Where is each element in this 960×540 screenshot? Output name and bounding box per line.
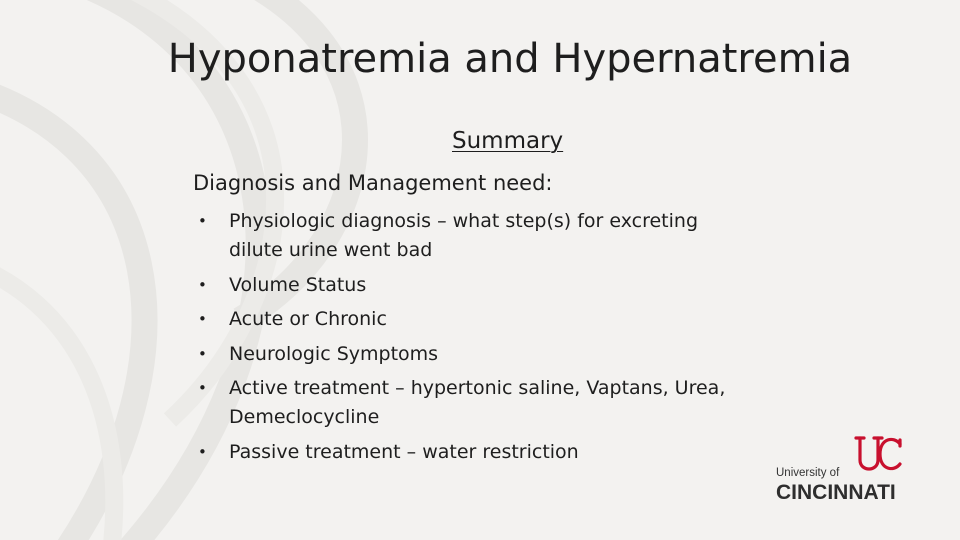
bullet-text: Acute or Chronic bbox=[229, 308, 387, 330]
list-item bbox=[193, 374, 749, 431]
slide-title: Hyponatremia and Hypernatremia bbox=[167, 36, 853, 82]
bullet-text: Volume Status bbox=[229, 274, 367, 296]
bullet-text: Neurologic Symptoms bbox=[229, 343, 439, 365]
list-item bbox=[193, 438, 749, 467]
bullet-text: Active treatment – hypertonic saline, Vaptans, Urea, Demeclocycline bbox=[229, 377, 726, 428]
bullet-icon: • bbox=[198, 212, 207, 230]
logo-university-of: University of bbox=[776, 467, 840, 479]
slide-subtitle: Summary bbox=[452, 128, 564, 154]
uc-mark-icon bbox=[854, 434, 904, 478]
bullet-text: Passive treatment – water restriction bbox=[229, 441, 579, 463]
intro-text: Diagnosis and Management need: bbox=[193, 171, 553, 195]
logo-cincinnati: CINCINNATI bbox=[776, 481, 896, 504]
bullet-icon: • bbox=[198, 310, 207, 328]
bullet-icon: • bbox=[198, 345, 207, 363]
bullet-icon: • bbox=[198, 276, 207, 294]
university-logo bbox=[770, 430, 930, 510]
list-item bbox=[193, 271, 749, 300]
list-item bbox=[193, 340, 749, 369]
bullet-icon: • bbox=[198, 379, 207, 397]
bullet-text: Physiologic diagnosis – what step(s) for excreting dilute urine went bad bbox=[229, 210, 699, 261]
list-item bbox=[193, 305, 749, 334]
list-item bbox=[193, 207, 749, 264]
bullet-icon: • bbox=[198, 443, 207, 461]
